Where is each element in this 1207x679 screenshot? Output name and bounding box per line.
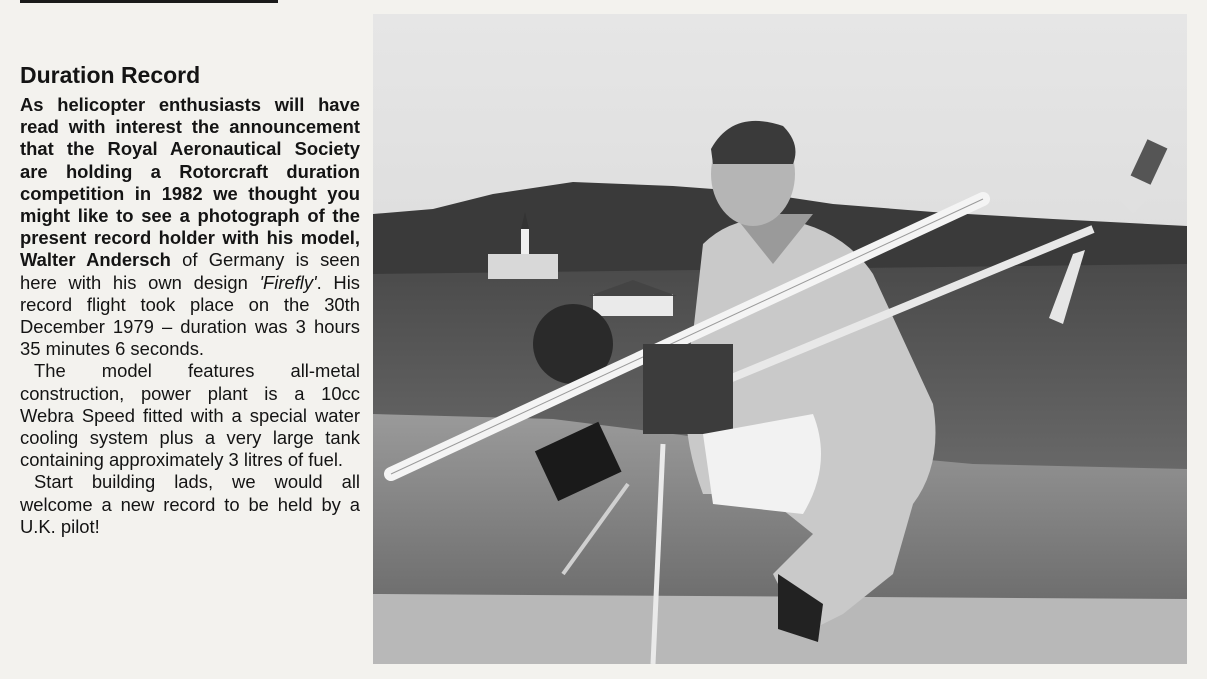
article-body — [20, 94, 360, 538]
paragraph-3: Start building lads, we would all welcome a new record to be held by a U.K. pilot! — [20, 471, 360, 537]
paragraph-2: The model features all-metal construction, power plant is a 10cc Webra Speed fitted with a special water cooling system plus a very large tank containing approximately 3 litres of fuel. — [20, 360, 360, 471]
helicopter-photograph — [373, 14, 1187, 664]
paragraph-1 — [20, 94, 360, 360]
paragraph-1-tail: . His record flight took place on the 30th December 1979 – duration was 3 hours 35 minutes 6 seconds. — [20, 271, 360, 360]
top-rule — [20, 0, 278, 3]
article-column — [20, 62, 360, 538]
lead-text: As helicopter enthusiasts will have read with interest the announcement that the Royal Aeronautical Society are holding a Rotorcraft duration competition in 1982 we thought you might like to see a photograph of the present record holder with his model, — [20, 94, 360, 249]
article-headline: Duration Record — [20, 62, 201, 88]
model-name: 'Firefly' — [259, 271, 317, 293]
paragraph-1-text: of Germany is seen here with his own design — [20, 249, 360, 293]
record-holder-name: Walter Andersch — [20, 249, 171, 271]
